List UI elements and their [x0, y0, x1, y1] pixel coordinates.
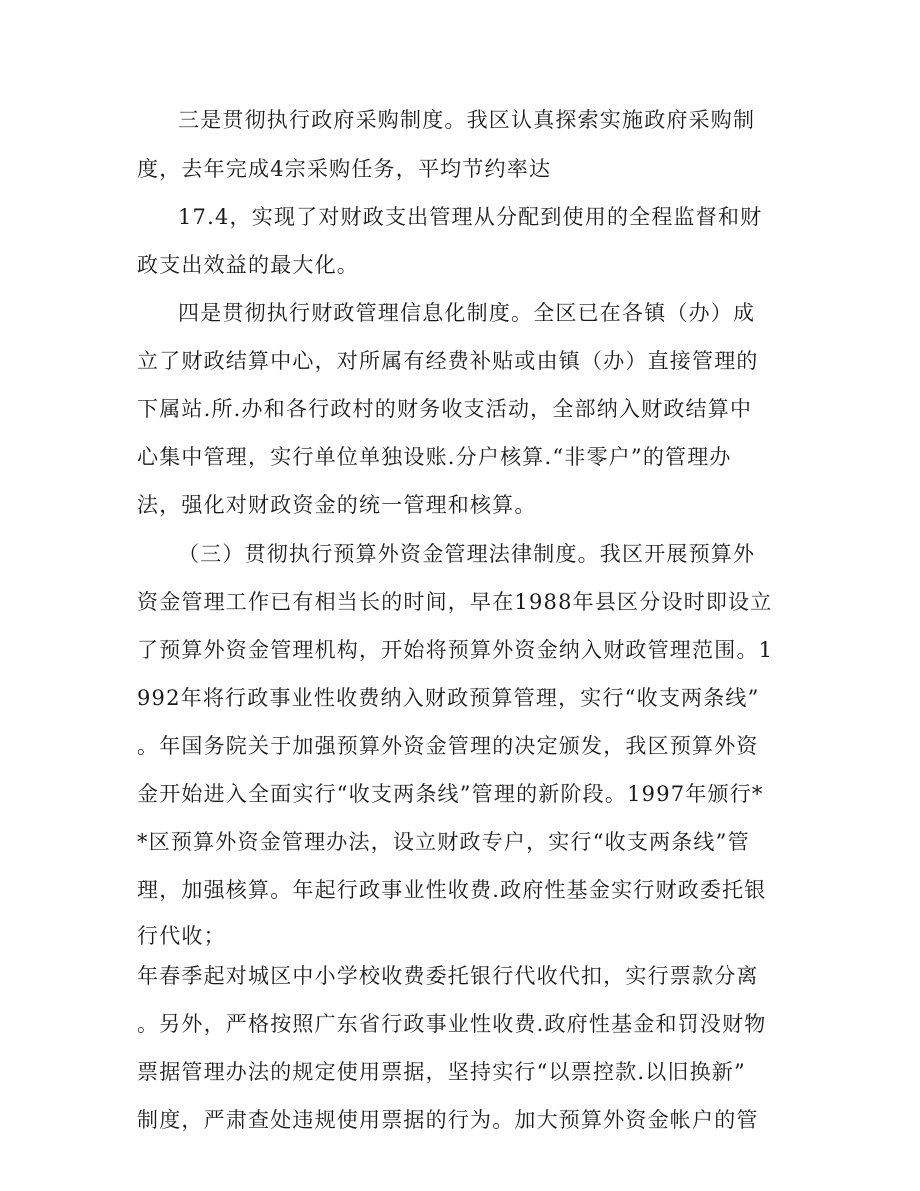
text-line: 度，去年完成4宗采购任务，平均节约率达 — [137, 157, 552, 181]
text-line: 年春季起对城区中小学校收费委托银行代收代扣，实行票款分离 — [137, 964, 759, 988]
text-line: 制度，严肃查处违规使用票据的行为。加大预算外资金帐户的管 — [137, 1108, 759, 1132]
text-line: 行代收； — [137, 924, 226, 948]
text-line: （三）贯彻执行预算外资金管理法律制度。我区开展预算外 — [178, 542, 756, 566]
text-line: 资金管理工作已有相当长的时间，早在1988年县区分设时即设立 — [137, 590, 773, 614]
text-line: 票据管理办法的规定使用票据，坚持实行“以票控款.以旧换新” — [137, 1060, 746, 1084]
text-line: 立了财政结算中心，对所属有经费补贴或由镇（办）直接管理的 — [137, 349, 759, 373]
text-line: 。年国务院关于加强预算外资金管理的决定颁发，我区预算外资 — [137, 734, 759, 758]
text-line: 四是贯彻执行财政管理信息化制度。全区已在各镇（办）成 — [178, 301, 756, 325]
text-line: 992年将行政事业性收费纳入财政预算管理，实行“收支两条线” — [137, 686, 760, 710]
text-line: 法，强化对财政资金的统一管理和核算。 — [137, 493, 537, 517]
text-line: 17.4，实现了对财政支出管理从分配到使用的全程监督和财 — [178, 205, 763, 229]
text-line: 理，加强核算。年起行政事业性收费.政府性基金实行财政委托银 — [137, 878, 767, 902]
text-line: 下属站.所.办和各行政村的财务收支活动，全部纳入财政结算中 — [137, 397, 753, 421]
text-line: 心集中管理，实行单位单独设账.分户核算.“非零户”的管理办 — [137, 445, 732, 469]
text-line: 。另外，严格按照广东省行政事业性收费.政府性基金和罚没财物 — [137, 1012, 767, 1036]
text-line: 三是贯彻执行政府采购制度。我区认真探索实施政府采购制 — [178, 108, 756, 132]
text-line: *区预算外资金管理办法，设立财政专户，实行“收支两条线”管 — [137, 830, 750, 854]
text-line: 政支出效益的最大化。 — [137, 253, 359, 277]
text-line: 了预算外资金管理机构，开始将预算外资金纳入财政管理范围。1 — [137, 638, 774, 662]
text-line: 金开始进入全面实行“收支两条线”管理的新阶段。1997年颁行* — [137, 782, 764, 806]
